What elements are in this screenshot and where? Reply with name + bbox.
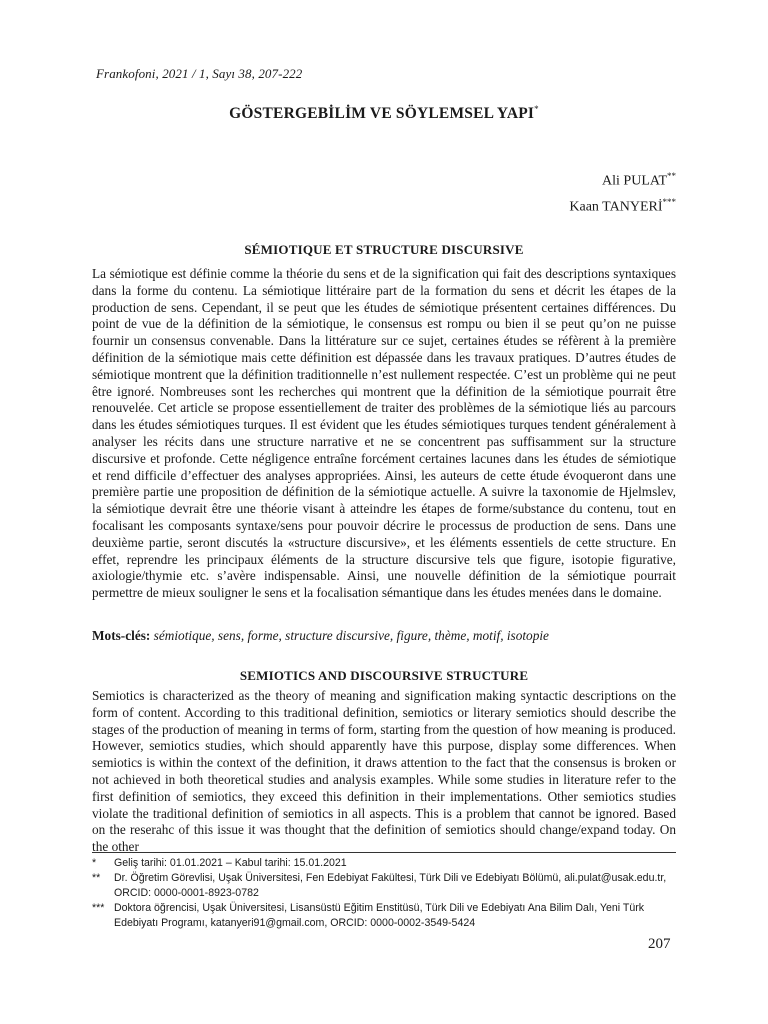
keywords-values: sémiotique, sens, forme, structure discursive, figure, thème, motif, isotopie [153, 628, 549, 643]
author-footnote-mark: *** [662, 196, 676, 207]
english-abstract-body: Semiotics is characterized as the theory of meaning and signification making syntactic descriptions on the form of content. According to this traditional definition, semiotics or literary semiotics should describe the stages of the production of meaning in terms of form, starting from the question of how meaning is produced. However, semiotics studies, which should apparently have this purpose, display some differences. When semiotics is within the context of the definition, it draws attention to the fact that the consensus is broken or not achieved in both theoretical studies and analysis examples. While some studies in literature refer to the first definition of semiotics, they exceed this definition in their implementations. Other semiotics studies violate the traditional definition of semiotics in all aspects. This is a problem that cannot be ignored. Based on the reserahc of this issue it was thought that the definition of semiotics should change/expand today. On the other [92, 688, 676, 855]
author-name: Kaan TANYERİ [569, 199, 663, 215]
page-number: 207 [648, 936, 671, 952]
paper-title-text: GÖSTERGEBİLİM VE SÖYLEMSEL YAPI [229, 105, 535, 123]
journal-reference: Frankofoni, 2021 / 1, Sayı 38, 207-222 [96, 66, 303, 81]
author-1 [569, 166, 676, 192]
keywords-label: Mots-clés: [92, 628, 151, 643]
footnote-3 [92, 901, 676, 931]
author-footnote-mark: ** [667, 171, 676, 181]
footnote-mark: * [92, 857, 97, 869]
footnote-text: Geliş tarihi: 01.01.2021 – Kabul tarihi: 15.01.2021 [114, 857, 347, 869]
author-list [569, 166, 676, 217]
keywords-line [92, 628, 676, 644]
paper-title [92, 104, 676, 123]
footnote-text: Doktora öğrencisi, Uşak Üniversitesi, Lisansüstü Eğitim Enstitüsü, Türk Dili ve Edebiyatı Ana Bilim Dalı, Yeni Türk Edebiyatı Programı, katanyeri91@gmail.com, ORCID: 0000-0002-3549-5424 [114, 902, 645, 929]
author-2 [569, 192, 676, 218]
title-footnote-mark: * [534, 104, 539, 114]
footnote-mark: *** [92, 902, 105, 914]
footnote-mark: ** [92, 872, 101, 884]
french-abstract-body: La sémiotique est définie comme la théorie du sens et de la signification qui fait des descriptions syntaxiques dans la forme du contenu. La sémiotique littéraire part de la formation du sens et décrit les étapes de la production de sens. Cependant, il se peut que les études de sémiotique présentent certaines différences. Du point de vue de la définition de la sémiotique, le consensus est rompu ou bien il se peut qu’on ne puisse fournir un consensus convenable. Dans la littérature sur ce sujet, certaines études se réfèrent à la première définition de la sémiotique mais cette définition est dépassée dans les travaux pratiques. D’autres études de sémiotique montrent que la définition traditionnelle n’est nullement respectée. C’est un problème qui ne peut être ignoré. Nombreuses sont les recherches qui montrent que la définition de la sémiotique pourrait être renouvelée. Cet article se propose essentiellement de traiter des problèmes de la sémiotique liés au parcours dans les études sémiotiques turques. Il est évident que les études sémiotiques turques tendent généralement à analyser les récits dans une structure narrative et ne se concentrent pas suffisamment sur la structure discursive et profonde. Cette négligence entraîne forcément certaines lacunes dans les études de sémiotique et rend difficile d’effectuer des analyses appropriées. Ainsi, les auteurs de cette étude évoqueront dans une première partie une proposition de définition de la sémiotique actuelle. A suivre la taxonomie de Hjelmslev, la sémiotique devrait être une théorie visant à atteindre les étapes de forme/substance du contenu, tout en focalisant les composants syntaxe/sens pour pouvoir décrire le processus de production de sens. Dans une deuxième partie, seront discutés la «structure discursive», et les éléments essentiels de cette structure. En effet, reprendre les principaux éléments de la structure discursive tels que figure, isotopie figurative, axiologie/thymie etc. s’avère indispensable. Ainsi, une nouvelle définition de la sémiotique pourrait permettre de mieux souligner le sens et la focalisation sémantique dans les études menées dans le domaine. [92, 266, 676, 601]
french-abstract-heading: SÉMIOTIQUE ET STRUCTURE DISCURSIVE [244, 242, 524, 257]
author-name: Ali PULAT [602, 173, 667, 189]
footnote-text: Dr. Öğretim Görevlisi, Uşak Üniversitesi, Fen Edebiyat Fakültesi, Türk Dili ve Edebiyatı Bölümü, ali.pulat@usak.edu.tr, ORCID: 0000-0001-8923-0782 [114, 872, 667, 899]
footnote-2 [92, 871, 676, 901]
english-abstract-heading: SEMIOTICS AND DISCOURSIVE STRUCTURE [239, 668, 529, 683]
footnote-1 [92, 856, 676, 871]
footnotes [92, 852, 676, 931]
